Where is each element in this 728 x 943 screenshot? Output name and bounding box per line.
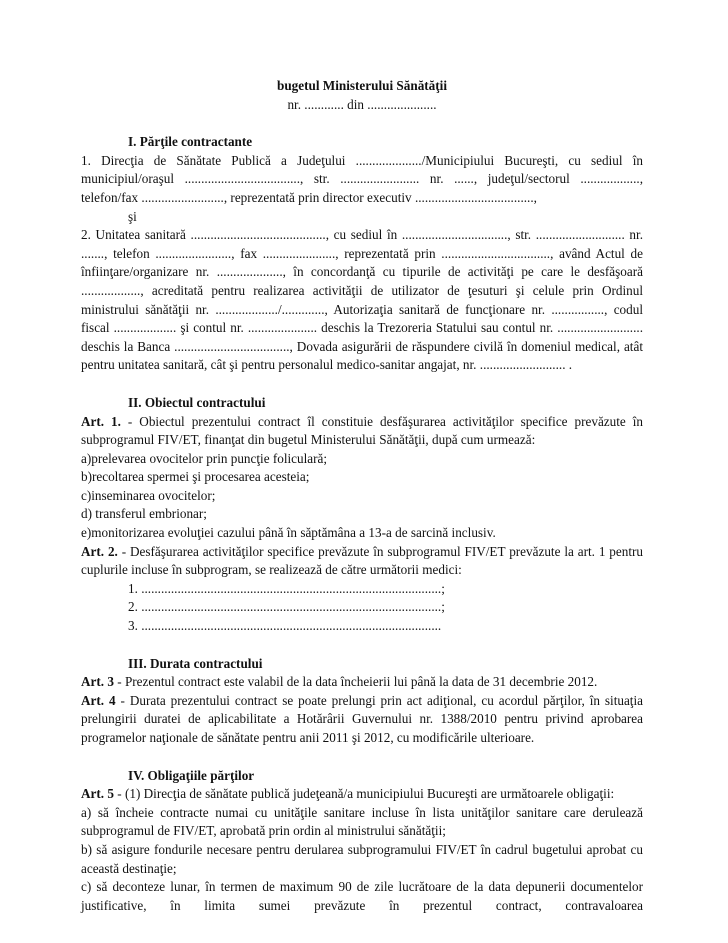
section-3-title: III. Durata contractului	[128, 655, 263, 671]
art-3-label: Art. 3	[81, 674, 114, 690]
art-4-text: - Durata prezentului contract se poate prelungi prin act adiţional, cu acordul părţilor, în situaţia prelungirii duratei de aplicabilitate a Hotărârii Guvernului nr. 1388/2010 pentru privind aprobarea programelor naţionale de sănătate pentru anii 2011 şi 2012, cu modificările ulterioare.	[81, 692, 643, 745]
art-2-text: - Desfăşurarea activităţilor specifice prevăzute în subprogramul FIV/ET prevăzute la art. 1 pentru cuplurile incluse în subprogram, se realizează de către următorii medici:	[81, 543, 643, 578]
art-2-paragraph	[81, 543, 643, 580]
section-1-title: I. Părţile contractante	[128, 134, 253, 150]
art-5-label: Art. 5	[81, 786, 114, 802]
art-4-label: Art. 4	[81, 692, 116, 708]
document-page	[81, 0, 643, 915]
art-3-text: - Prezentul contract este valabil de la data încheierii lui până la data de 31 decembrie 2012.	[113, 674, 598, 690]
medic-line-3: 3. ...........................................................................................	[128, 618, 442, 634]
art-4-paragraph	[81, 692, 643, 748]
art-5-paragraph	[81, 785, 643, 804]
conjunction-si: şi	[128, 208, 137, 224]
list-item: e)monitorizarea evoluţiei cazului până în săptămâna a 13-a de sarcină inclusiv.	[81, 525, 496, 541]
obligation-b: b) să asigure fondurile necesare pentru derularea subprogramului FIV/ET în cadrul bugetului aprobat cu această destinaţie;	[81, 841, 643, 876]
party-1-paragraph: 1. Direcţia de Sănătate Publică a Judeţului ..................../Municipiului Bucureşti, cu sediul în municipiul/oraşul ..................................., str. ........................ nr. ......, judeţul/sectorul .................., telefon/fax ........................., reprezentată prin director executiv ....................................,	[81, 152, 643, 205]
medic-line-1: 1. ...........................................................................................;	[128, 580, 445, 596]
obligation-c: c) să deconteze lunar, în termen de maximum 90 de zile lucrătoare de la data depunerii documentelor justificative, în limita sumei prevăzute în prezentul contract, contravaloarea	[81, 879, 643, 913]
list-item: d) transferul embrionar;	[81, 506, 207, 522]
obligation-a: a) să încheie contracte numai cu unităţile sanitare incluse în lista unităţilor sanitare care derulează subprogramul de FIV/ET, aprobată prin ordin al ministrului sănătăţii;	[81, 804, 643, 839]
section-2-title: II. Obiectul contractului	[128, 394, 266, 410]
header-number-date: nr. ............ din .....................	[287, 96, 437, 112]
art-1-label: Art. 1.	[81, 413, 121, 429]
art-1-text: - Obiectul prezentului contract îl constituie desfăşurarea activităţilor specifice prevăzute în subprogramul FIV/ET, finanţat din bugetul Ministerului Sănătăţii, după cum urmează:	[81, 413, 643, 448]
header-title: bugetul Ministerului Sănătăţii	[277, 78, 447, 93]
party-2-paragraph: 2. Unitatea sanitară ........................................., cu sediul în ................................, str. ........................... nr. ......., telefon ......................., fax ......................, reprezentată prin ................................., având Actul de înfiinţare/organizare nr. ...................., în concordanţă cu tipurile de activităţi pe care le desfăşoară .................., acreditată pentru realizarea activităţii de utilizator de ţesuturi şi celule prin Ordinul ministrului sănătăţii nr. .................../............., Autorizaţia sanitară de funcţionare nr. ................, codul fiscal ................... şi contul nr. ..................... deschis la Trezoreria Statului sau contul nr. .......................... deschis la Banca ..................................., Dovada asigurării de răspundere civilă în domeniul medical, atât pentru unitatea sanitară, cât şi pentru personalul medico-sanitar angajat, nr. .......................... .	[81, 227, 643, 373]
medic-line-2: 2. ...........................................................................................;	[128, 599, 445, 615]
art-1-paragraph	[81, 413, 643, 450]
art-3-paragraph	[81, 673, 643, 692]
list-item: a)prelevarea ovocitelor prin puncţie foliculară;	[81, 450, 328, 466]
list-item: b)recoltarea spermei şi procesarea acesteia;	[81, 469, 310, 485]
section-4-title: IV. Obligaţiile părţilor	[128, 767, 255, 783]
list-item: c)inseminarea ovocitelor;	[81, 487, 216, 503]
art-5-text: - (1) Direcţia de sănătate publică judeţeană/a municipiului Bucureşti are următoarele obligaţii:	[113, 786, 615, 802]
art-2-label: Art. 2.	[81, 543, 118, 559]
